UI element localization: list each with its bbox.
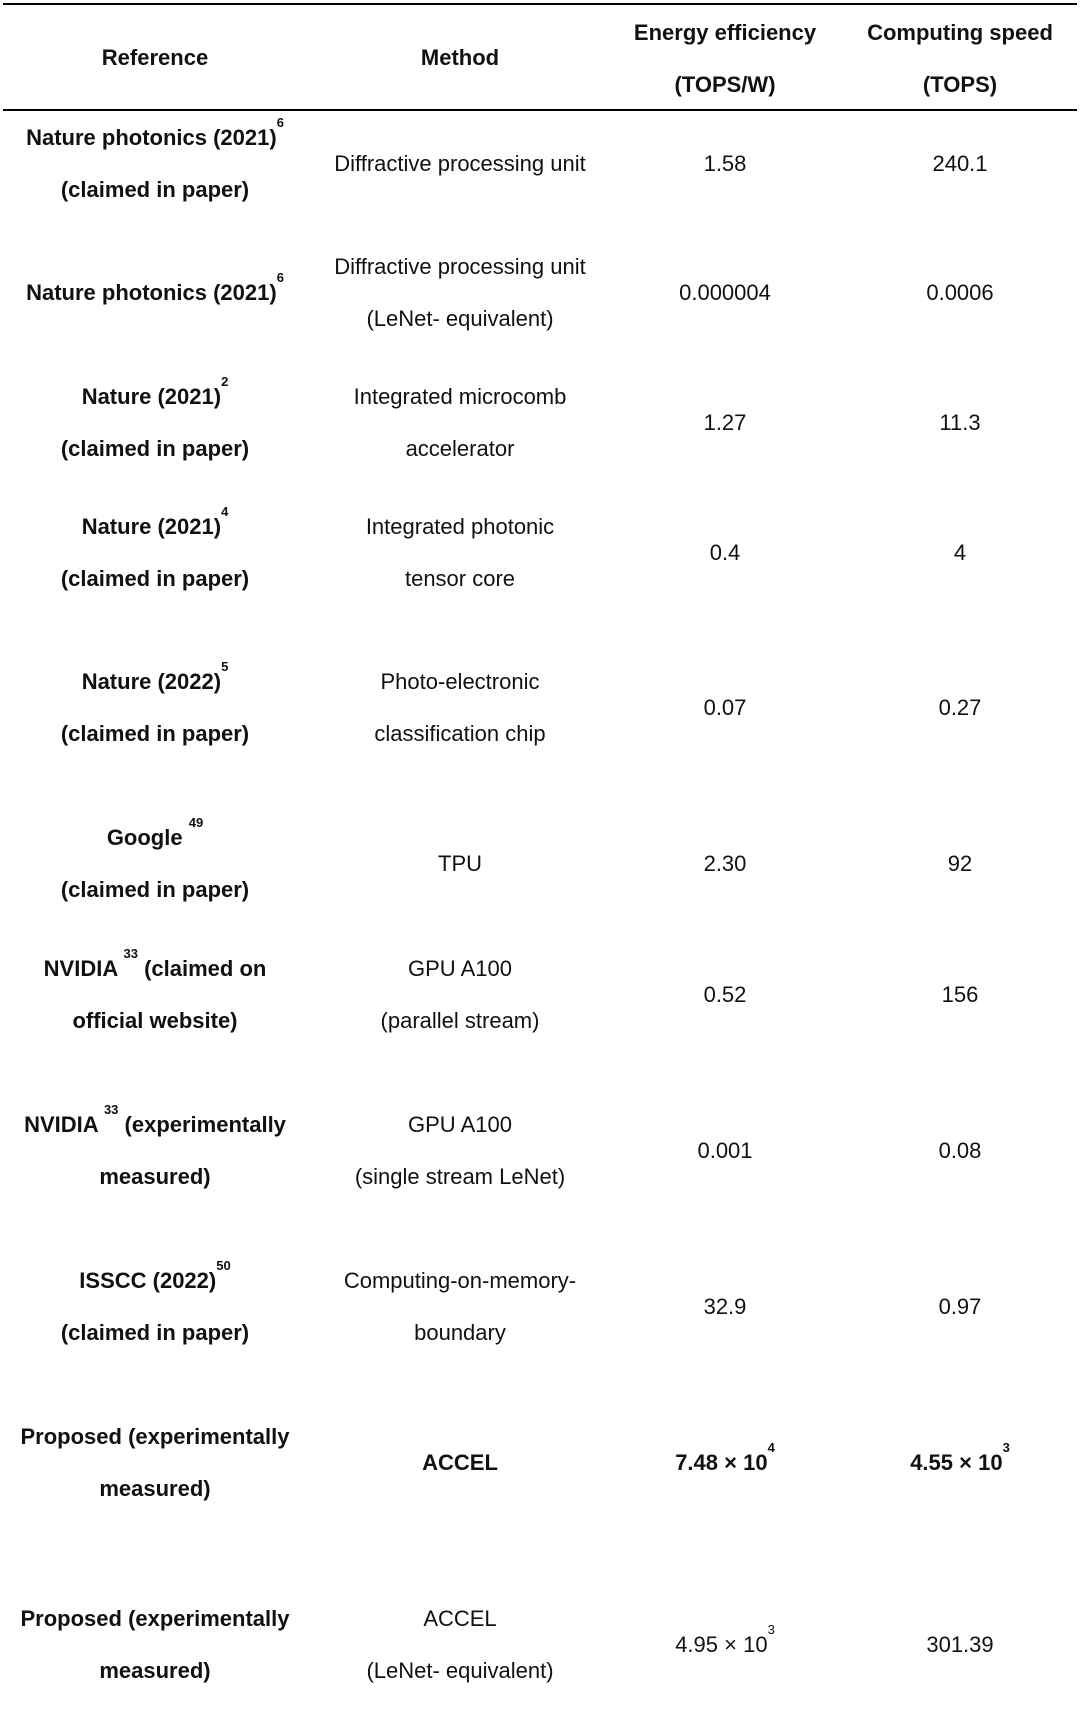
row-8-speed: 0.08 <box>938 1138 982 1163</box>
header-energy-efficiency <box>610 10 840 107</box>
row-11-reference: Proposed (experimentally measured) <box>20 1606 290 1683</box>
row-1-reference: Nature photonics $(2021)^6$ (claimed in paper) <box>26 114 284 202</box>
row-6-energy: 2.30 <box>703 851 747 876</box>
row-4-speed: 4 <box>953 540 967 565</box>
row-8-energy: 0.001 <box>697 1138 753 1163</box>
row-5-speed: 0.27 <box>938 695 982 720</box>
row-3-energy: 1.27 <box>703 410 747 435</box>
row-7-speed: 156 <box>941 982 979 1007</box>
row-4-reference: Nature $(2021)^4$ (claimed in paper) <box>60 503 250 591</box>
header-speed-line1: Computing speed <box>867 19 1053 45</box>
header-speed-line2: (TOPS) <box>922 71 998 97</box>
row-11-energy: $4.95 \times 10^3$ <box>675 1621 775 1657</box>
row-3-reference: Nature $(2021)^2$ (claimed in paper) <box>60 373 250 461</box>
row-9-reference: ISSCC $(2022)^{50}$ (claimed in paper) <box>60 1257 250 1345</box>
row-6-method: TPU <box>438 851 482 876</box>
row-10-method: ACCEL <box>422 1450 498 1475</box>
header-computing-speed <box>840 10 1080 107</box>
row-2-reference: Nature photonics $(2021)^6$ <box>26 269 284 305</box>
row-9-energy: 32.9 <box>703 1294 747 1319</box>
row-6-speed: 92 <box>947 851 973 876</box>
row-2-speed: 0.0006 <box>926 280 994 305</box>
row-2-method: Diffractive processing unit (LeNet- equivalent) <box>334 254 586 331</box>
row-10-speed: $4.55 \times 10^3$ <box>910 1439 1010 1475</box>
row-9-speed: 0.97 <box>938 1294 982 1319</box>
row-6-reference: Google $^{49}$ (claimed in paper) <box>60 814 250 902</box>
header-method: Method <box>420 45 500 70</box>
row-7-reference: NVIDIA $^{33}$ (claimed on official website) <box>43 945 267 1033</box>
row-8-method: GPU A100 (single stream LeNet) <box>354 1112 566 1189</box>
row-4-method: Integrated photonic tensor core <box>365 514 555 591</box>
row-2-energy: 0.000004 <box>679 280 771 305</box>
row-5-reference: Nature $(2022)^5$ (claimed in paper) <box>60 658 250 746</box>
header-energy-line1: Energy efficiency <box>633 19 817 45</box>
row-3-speed: 11.3 <box>939 410 981 435</box>
header-reference: Reference <box>101 45 209 70</box>
row-1-method: Diffractive processing unit <box>334 151 586 176</box>
row-9-method: Computing-on-memory- boundary <box>343 1268 577 1345</box>
row-7-method: GPU A100 (parallel stream) <box>380 956 540 1033</box>
row-10-energy: $7.48 \times 10^4$ <box>675 1439 775 1475</box>
row-10-reference: Proposed (experimentally measured) <box>20 1424 290 1501</box>
table-top-rule <box>3 3 1077 5</box>
row-7-energy: 0.52 <box>703 982 747 1007</box>
row-5-method: Photo-electronic classification chip <box>374 669 546 746</box>
header-energy-line2: (TOPS/W) <box>674 71 776 97</box>
row-11-method: ACCEL (LeNet- equivalent) <box>366 1606 554 1683</box>
row-1-speed: 240.1 <box>932 151 988 176</box>
row-4-energy: 0.4 <box>709 540 741 565</box>
row-3-method: Integrated microcomb accelerator <box>353 384 567 461</box>
row-8-reference: NVIDIA $^{33}$ (experimentally measured) <box>24 1101 286 1189</box>
row-1-energy: 1.58 <box>703 151 747 176</box>
row-5-energy: 0.07 <box>703 695 747 720</box>
row-11-speed: 301.39 <box>926 1632 994 1657</box>
